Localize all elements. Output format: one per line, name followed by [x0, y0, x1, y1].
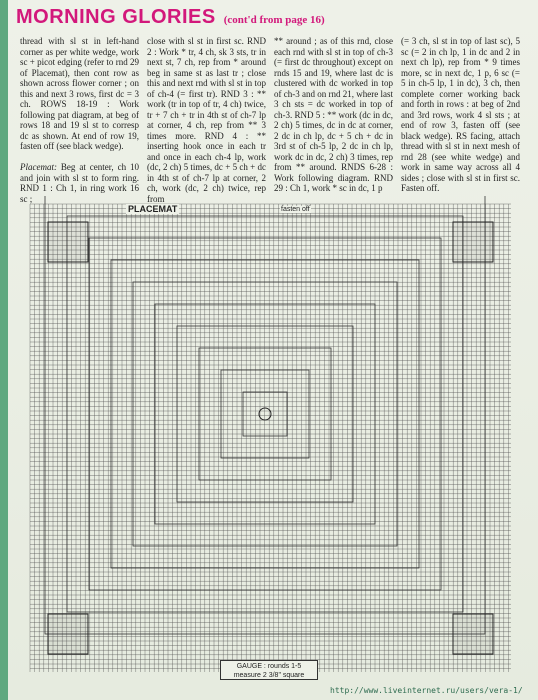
- placemat-lead: Placemat:: [20, 162, 57, 172]
- round-outline: [155, 304, 375, 524]
- diagram-title: PLACEMAT: [128, 204, 178, 214]
- round-outline: [111, 260, 419, 568]
- page-title: MORNING GLORIES: [16, 6, 216, 28]
- mesh-lines: [30, 204, 511, 672]
- flower-corner-block: [48, 614, 88, 654]
- gauge-line-2: measure 2 3/8" square: [233, 672, 305, 679]
- chart-grid: [30, 204, 511, 672]
- placemat-diagram: [18, 196, 523, 680]
- flower-corner-block: [453, 222, 493, 262]
- flower-corner-block: [48, 222, 88, 262]
- flower-corner-block: [453, 614, 493, 654]
- round-outline: [89, 238, 441, 590]
- instruction-text: ** around ; as of this rnd, close each rnd with sl st in top of ch-3 (= first dc throughout) except on rnds 15 and 19, where last dc is clustered with dc worked in top of ch-3 and on rnd 21, where last 3 ch sts = dc worked in top of ch-3. RND 5 : ** work (dc in dc, 2 ch) 5 times, dc in dc at corner, 2 dc in ch lp, dc + 5 ch + dc in 3rd st of ch-5 lp, 2 dc in ch lp, work dc in dc, 2 ch) 3 times, rep from ** around. RNDS 6-28 : Work following diagram. RND 29 : Ch 1, work * sc in dc, 1 p: [274, 36, 393, 193]
- instruction-text: close with sl st in first sc. RND 2 : Work * tr, 4 ch, sk 3 sts, tr in next st, 7 ch, rep from * around beg in same st as last tr ; close this and next rnd with sl st in top of ch-4 (= first tr). RND 3 : ** work (tr in top of tr, 4 ch) twice, tr + 7 ch + tr in 4th st of ch-7 lp at corner, 4 ch, rep from ** 3 times more. RND 4 : ** inserting hook once in each tr and once in each ch-4 lp, work (dc, 2 ch) 5 times, dc + 5 ch + dc in 4th st of ch-7 lp at corner, 2 ch, work (dc, 2 ch) twice, rep from: [147, 36, 266, 204]
- round-outlines: [45, 196, 485, 634]
- fasten-off-label: fasten off: [281, 206, 310, 213]
- page-edge-stripe: [0, 0, 8, 700]
- gauge-line-1: GAUGE : rounds 1-5: [236, 663, 302, 670]
- continued-note: (cont'd from page 16): [223, 14, 325, 26]
- gauge-box: [220, 660, 318, 680]
- page-header: [16, 6, 325, 30]
- instruction-text: Beg at center, ch 10 and join with sl st to form ring. RND 1 : Ch 1, in ring work 16 sc ;: [20, 162, 139, 204]
- instruction-text: (= 3 ch, sl st in top of last sc), 5 sc (= 2 in ch lp, 1 in dc and 2 in next ch lp), rep from * 9 times more, sc in next dc, 1 p, 6 sc (= 5 in ch-5 lp, 1 in dc), 3 ch, then complete corner working back and forth in rows : at beg of 2nd and 3rd rows, work 4 sl sts ; at end of row 3, fasten off (see black wedge). RS facing, attach thread with sl st in next mesh of rnd 28 (see white wedge) and work in same way across all 4 sides ; close with sl st in first sc. Fasten off.: [401, 36, 520, 193]
- source-url: http://www.liveinternet.ru/users/vera-1/: [330, 686, 523, 695]
- instruction-text: thread with sl st in left-hand corner as per white wedge, work sc + picot edging (refer to rnd 29 of Placemat), then cont row as shown across flower corner ; on this and next 3 rows, first dc = 3 ch. ROWS 18-19 : Work following pat diagram, at beg of rows 18 and 19 sl st to corresp dc as shown. At end of row 19, fasten off (see black wedge).: [20, 36, 139, 151]
- crochet-chart-svg: [18, 196, 523, 680]
